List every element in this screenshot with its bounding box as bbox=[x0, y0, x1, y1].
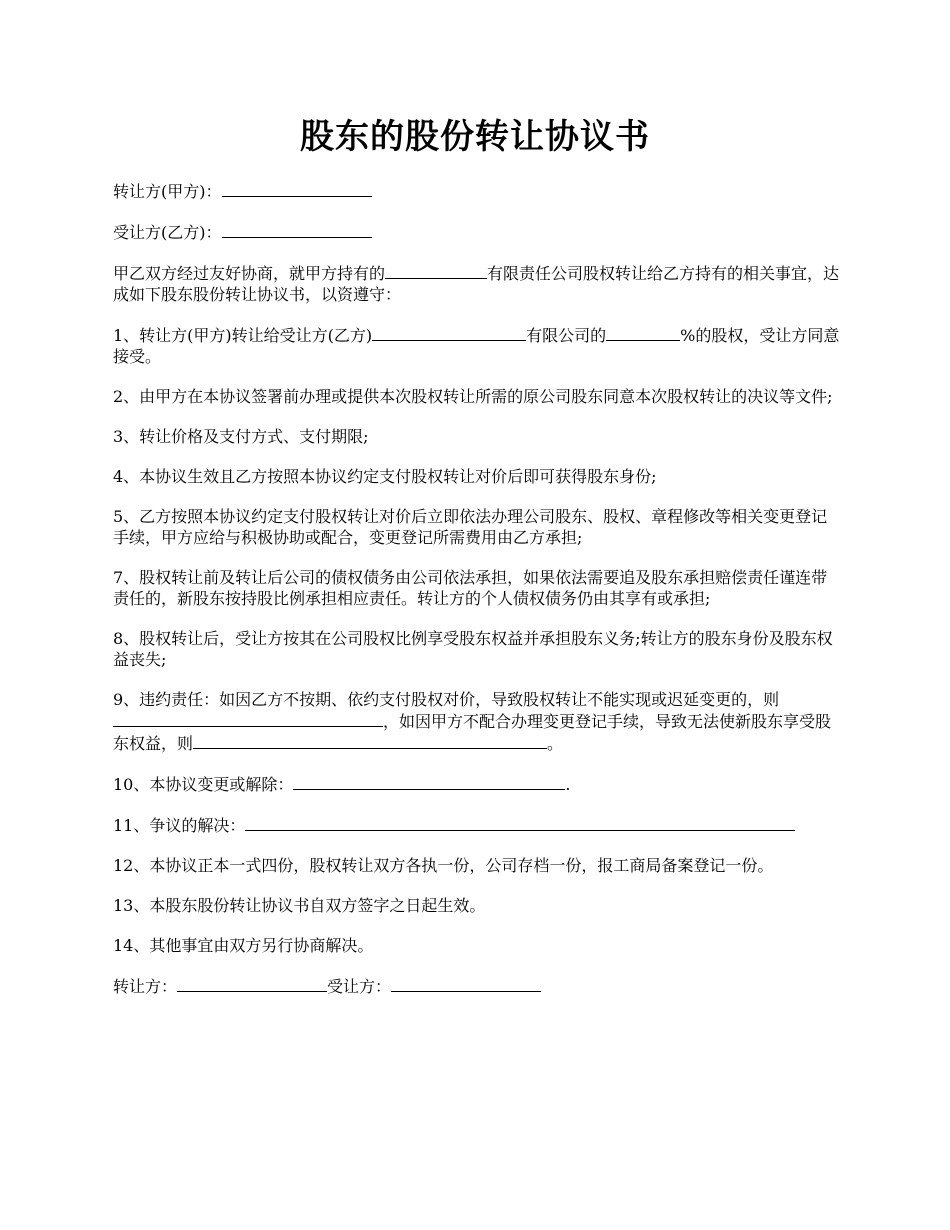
signature-transferor-label: 转让方： bbox=[113, 977, 178, 996]
transferor-label: 转让方(甲方)： bbox=[113, 182, 222, 201]
clause-9-text-1: 9、违约责任：如因乙方不按期、依约支付股权对价，导致股权转让不能实现或迟延变更的，则 bbox=[113, 690, 780, 709]
clause-14: 14、其他事宜由双方另行协商解决。 bbox=[113, 936, 374, 955]
clause-1 bbox=[113, 324, 843, 367]
clause-10-blank bbox=[293, 773, 565, 790]
clause-9-blank-1 bbox=[113, 710, 383, 727]
signature-transferee-label: 受让方： bbox=[327, 977, 392, 996]
signature-transferee-blank bbox=[391, 975, 541, 992]
clause-1-percent-blank bbox=[606, 324, 680, 341]
clause-11-text: 11、争议的解决： bbox=[113, 816, 246, 835]
clause-4: 4、本协议生效且乙方按照本协议约定支付股权转让对价后即可获得股东身份; bbox=[113, 467, 657, 486]
intro-paragraph bbox=[113, 262, 843, 305]
clause-1-company-blank bbox=[372, 324, 526, 341]
clause-1-text-3: %的股权，受让方同意接受。 bbox=[113, 326, 840, 366]
company-name-blank bbox=[385, 262, 487, 279]
transferor-line bbox=[113, 180, 843, 202]
transferor-blank bbox=[222, 180, 372, 197]
clause-7: 7、股权转让前及转让后公司的债权债务由公司依法承担，如果依法需要追及股东承担赔偿责任谨连带责任的，新股东按持股比例承担相应责任。转让方的个人债权债务仍由其享有或承担; bbox=[113, 568, 828, 608]
intro-text-1: 甲乙双方经过友好协商，就甲方持有的 bbox=[113, 264, 386, 283]
document-body bbox=[113, 180, 843, 1016]
clause-8: 8、股权转让后，受让方按其在公司股权比例享受股东权益并承担股东义务;转让方的股东身份及股东权益丧失; bbox=[113, 629, 833, 669]
transferee-line bbox=[113, 221, 843, 243]
clause-3: 3、转让价格及支付方式、支付期限; bbox=[113, 427, 369, 446]
clause-11-blank bbox=[245, 814, 795, 831]
clause-13: 13、本股东股份转让协议书自双方签字之日起生效。 bbox=[113, 896, 486, 915]
document-title: 股东的股份转让协议书 bbox=[300, 117, 650, 157]
clause-9-blank-2 bbox=[193, 732, 547, 749]
clause-1-text-2: 有限公司的 bbox=[526, 326, 607, 345]
clause-10-text-2: . bbox=[565, 775, 571, 794]
clause-9 bbox=[113, 689, 843, 754]
clause-10 bbox=[113, 773, 843, 795]
intro-text-2: 有限责任公司股权转让给乙方持有的相关事宜，达成如下股东股份转让协议书，以资遵守： bbox=[113, 264, 840, 304]
transferee-blank bbox=[222, 221, 372, 238]
clause-10-text-1: 10、本协议变更或解除： bbox=[113, 775, 294, 794]
clause-1-text-1: 1、转让方(甲方)转让给受让方(乙方) bbox=[113, 326, 373, 345]
clause-11 bbox=[113, 814, 843, 836]
clause-9-text-2: ，如因甲方不配合办理变更登记手续，导致无法使新股东享受股东权益，则 bbox=[113, 712, 832, 753]
clause-12: 12、本协议正本一式四份，股权转让双方各执一份，公司存档一份，报工商局备案登记一份。 bbox=[113, 856, 774, 875]
clause-5: 5、乙方按照本协议约定支付股权转让对价后立即依法办理公司股东、股权、章程修改等相关变更登记手续，甲方应给与积极协助或配合，变更登记所需费用由乙方承担; bbox=[113, 507, 828, 547]
clause-2: 2、由甲方在本协议签署前办理或提供本次股权转让所需的原公司股东同意本次股权转让的决议等文件; bbox=[113, 387, 833, 406]
signature-transferor-blank bbox=[177, 975, 327, 992]
signature-line bbox=[113, 975, 843, 997]
clause-9-text-3: 。 bbox=[547, 734, 564, 753]
transferee-label: 受让方(乙方)： bbox=[113, 223, 222, 242]
